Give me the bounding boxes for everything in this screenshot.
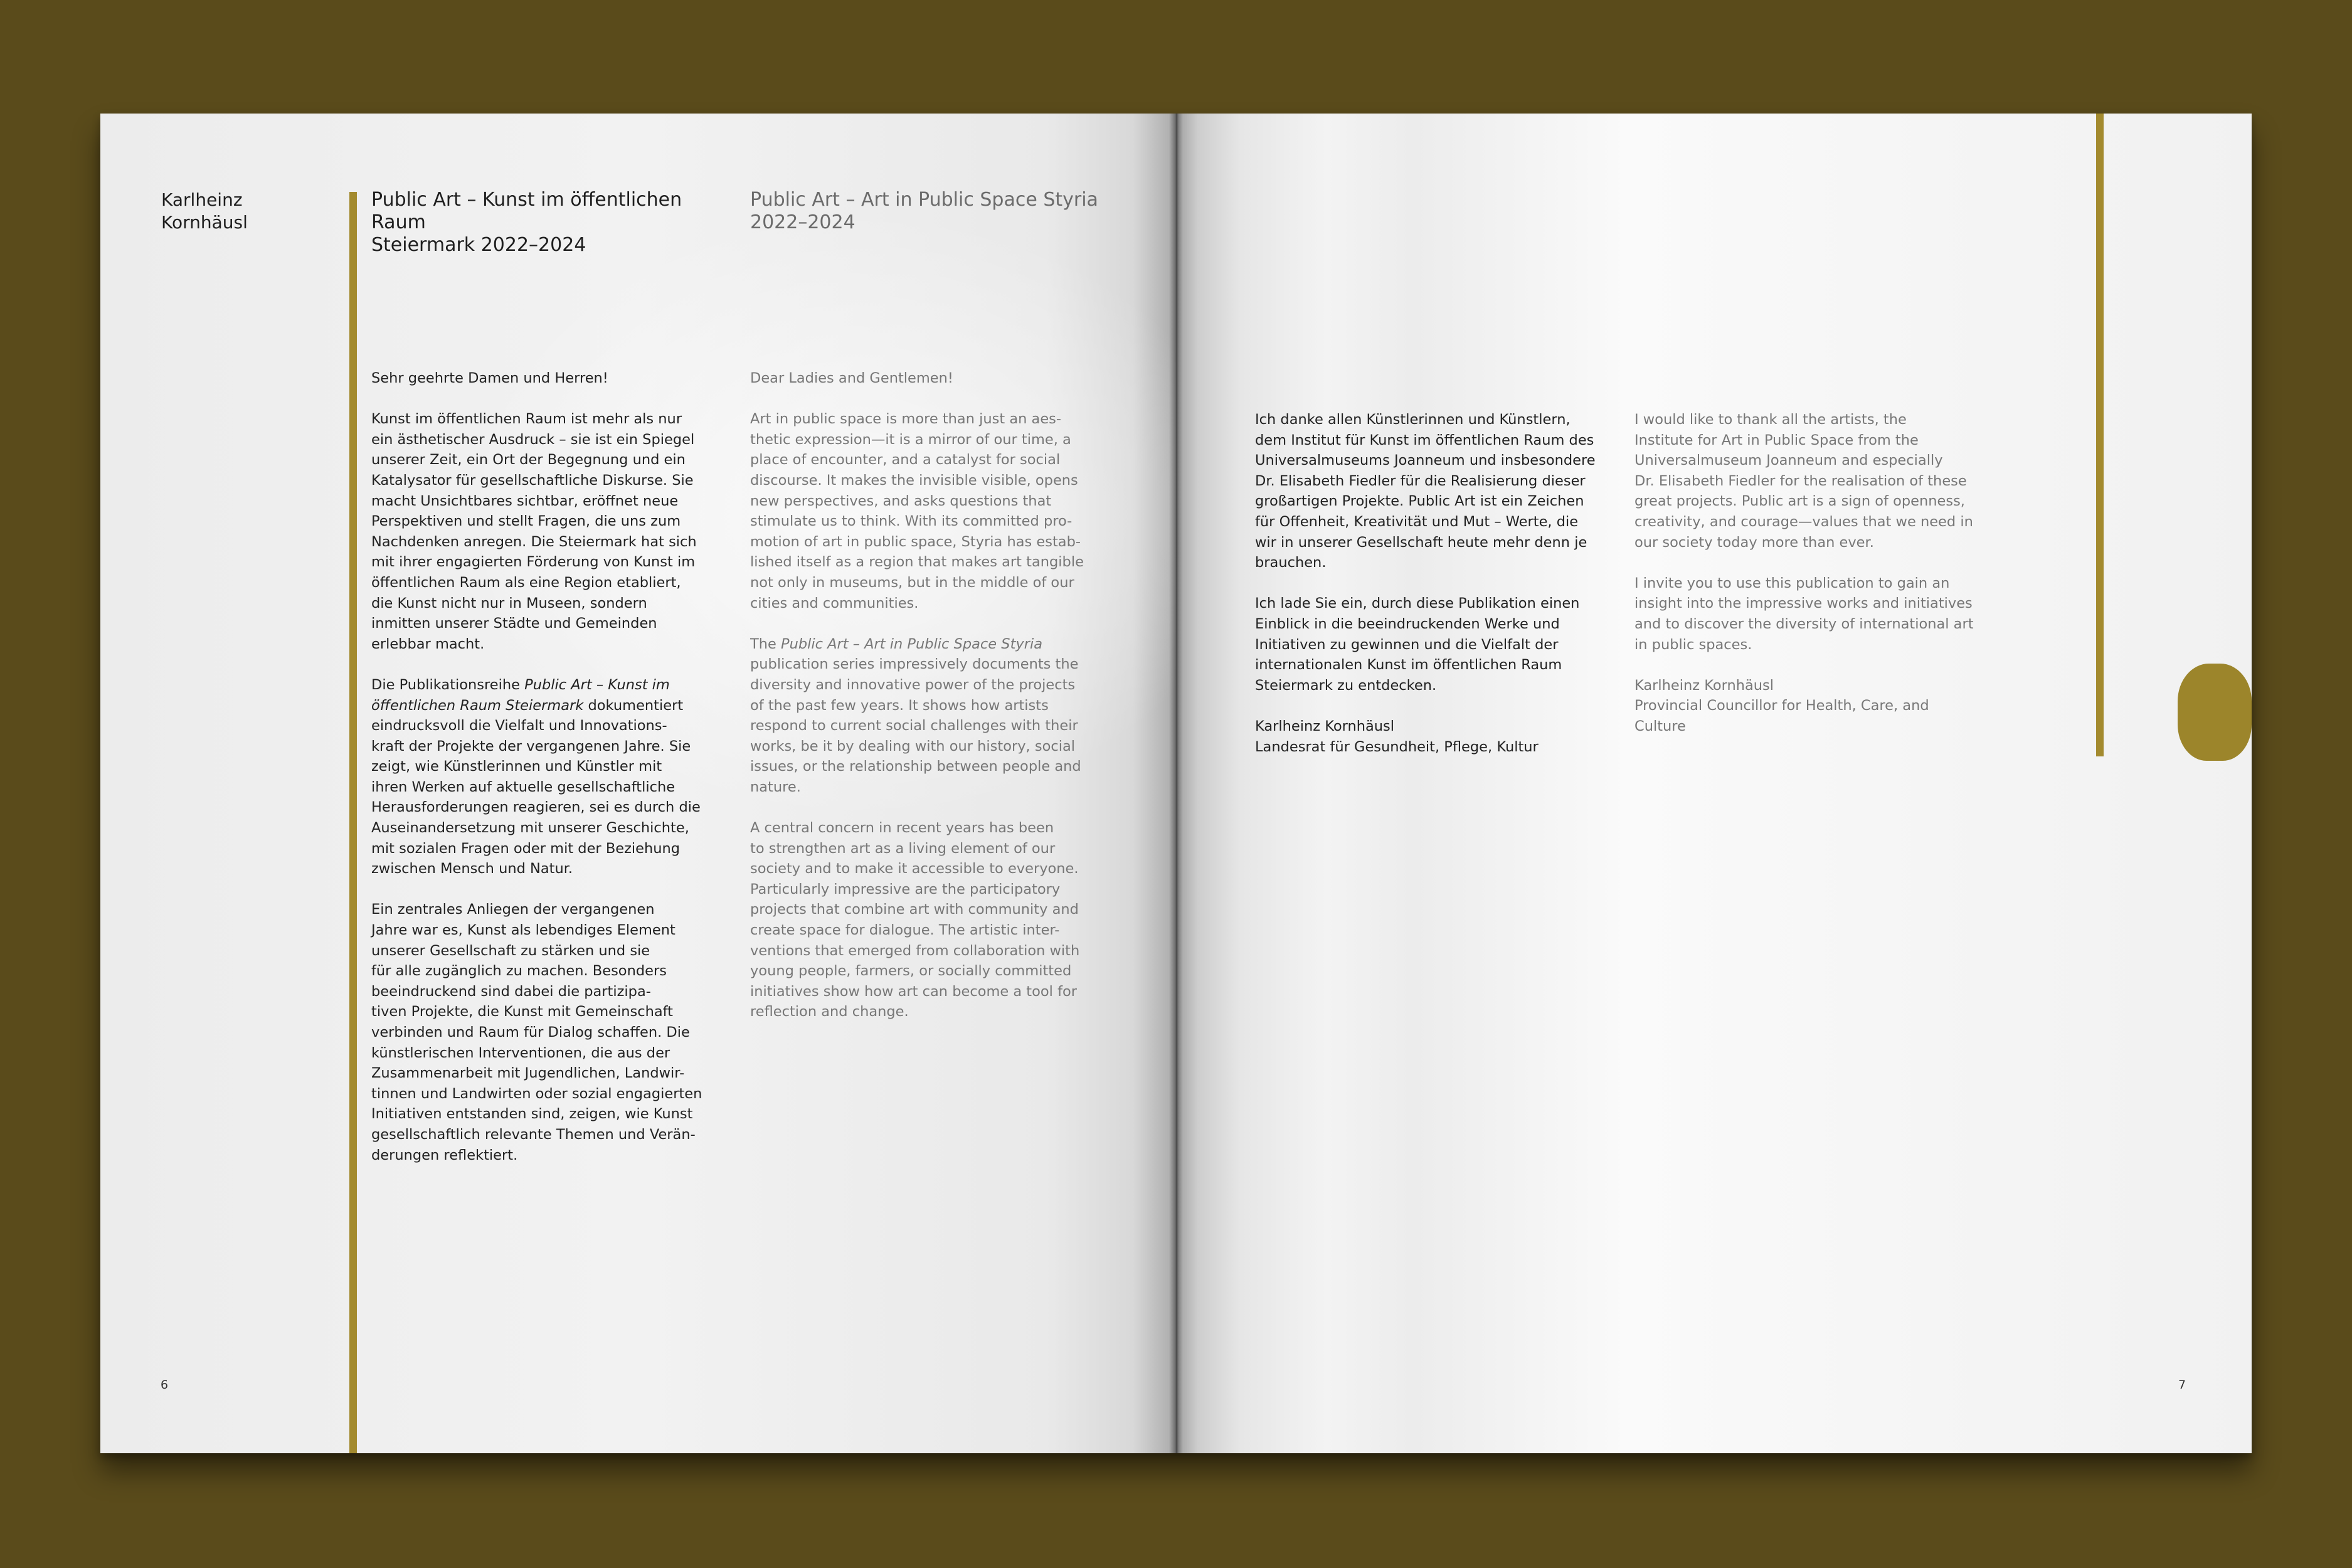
text-line: great projects. Public art is a sign of openness, (1634, 493, 1965, 510)
text-line: of the past few years. It shows how artists (750, 697, 1049, 714)
text-line: wir in unserer Gesellschaft heute mehr denn je (1255, 534, 1587, 551)
text-line: großartigen Projekte. Public Art ist ein Zeichen (1255, 493, 1584, 510)
text-line: tiven Projekte, die Kunst mit Gemeinschaft (371, 1004, 673, 1020)
text-line: Auseinandersetzung mit unserer Geschichte, (371, 820, 689, 837)
text-line: not only in museums, but in the middle of our (750, 574, 1074, 591)
text-line: Nachdenken anregen. Die Steiermark hat sich (371, 533, 697, 550)
text-paragraph (1255, 716, 1619, 757)
text-line: internationalen Kunst im öffentlichen Raum (1255, 657, 1562, 674)
text-line: reflection and change. (750, 1004, 909, 1020)
text-line: discourse. It makes the invisible visible, opens (750, 472, 1078, 489)
text-line: eindrucksvoll die Vielfalt und Innovations- (371, 718, 667, 734)
text-line: Karlheinz Kornhäusl (1255, 718, 1395, 734)
text-line: place of encounter, and a catalyst for social (750, 452, 1061, 469)
text-paragraph (1634, 675, 1998, 737)
text-line: kraft der Projekte der vergangenen Jahre. Sie (371, 738, 691, 755)
page-number: 6 (161, 1378, 169, 1392)
text-line: tinnen und Landwirten oder sozial engagierten (371, 1085, 702, 1102)
text-line: macht Unsichtbares sichtbar, eröffnet neue (371, 492, 679, 509)
text-line: für Offenheit, Kreativität und Mut – Werte, die (1255, 513, 1579, 530)
text-line: stimulate us to think. With its committed pro- (750, 513, 1073, 530)
text-line: Particularly impressive are the participatory (750, 881, 1061, 898)
text-line: brauchen. (1255, 554, 1327, 571)
text-line: Perspektiven und stellt Fragen, die uns zum (371, 513, 681, 530)
text-line: Steiermark zu entdecken. (1255, 677, 1437, 694)
text-line: works, be it by dealing with our history, social (750, 738, 1075, 755)
text-line: diversity and innovative power of the projects (750, 676, 1076, 693)
author-last-name: Kornhäusl (161, 212, 248, 233)
english-text-column (1634, 410, 1998, 757)
text-line: die Kunst nicht nur in Museen, sondern (371, 595, 647, 612)
text-line: Dr. Elisabeth Fiedler for the realisation of these (1634, 472, 1967, 489)
text-paragraph (1634, 410, 1998, 553)
text-line: lished itself as a region that makes art tangible (750, 554, 1084, 571)
title-english-line: 2022–2024 (750, 211, 856, 233)
title-english (750, 189, 1101, 234)
text-line: Ein zentrales Anliegen der vergangenen (371, 901, 655, 918)
text-line: Sehr geehrte Damen und Herren! (371, 370, 608, 386)
text-line: thetic expression—it is a mirror of our time, a (750, 431, 1071, 448)
text-line: Culture (1634, 718, 1686, 734)
text-line: to strengthen art as a living element of our (750, 840, 1056, 857)
text-paragraph (371, 899, 723, 1165)
text-paragraph (750, 368, 1101, 389)
text-line: Die Publikationsreihe Public Art – Kunst im (371, 676, 670, 693)
text-line: in public spaces. (1634, 636, 1752, 653)
text-line: Universalmuseum Joanneum and especially (1634, 452, 1943, 469)
text-line: Einblick in die beeindruckenden Werke und (1255, 615, 1560, 632)
text-line: respond to current social challenges with their (750, 718, 1078, 734)
title-german-line: Steiermark 2022–2024 (371, 234, 586, 256)
gold-vertical-rule (2096, 114, 2104, 756)
text-line: new perspectives, and asks questions that (750, 492, 1052, 509)
gold-vertical-rule (349, 192, 357, 1453)
right-page (1176, 114, 2252, 1453)
text-line: insight into the impressive works and initiatives (1634, 595, 1973, 612)
text-line: Katalysator für gesellschaftliche Diskurse. Sie (371, 472, 694, 489)
text-line: Provincial Councillor for Health, Care, and (1634, 697, 1929, 714)
text-line: Initiativen zu gewinnen und die Vielfalt der (1255, 636, 1559, 653)
text-line: Ich lade Sie ein, durch diese Publikation einen (1255, 595, 1580, 612)
text-line: Institute for Art in Public Space from the (1634, 432, 1919, 448)
text-line: beeindruckend sind dabei die partizipa- (371, 983, 651, 1000)
text-line: our society today more than ever. (1634, 534, 1874, 551)
text-paragraph (1634, 573, 1998, 655)
text-line: young people, farmers, or socially committed (750, 963, 1072, 980)
text-line: verbinden und Raum für Dialog schaffen. Die (371, 1024, 690, 1041)
text-line: Landesrat für Gesundheit, Pflege, Kultur (1255, 738, 1539, 755)
text-line: Initiativen entstanden sind, zeigen, wie Kunst (371, 1106, 693, 1123)
author-first-name: Karlheinz (161, 189, 243, 210)
german-text-column (371, 368, 723, 1186)
text-line: issues, or the relationship between people and (750, 758, 1081, 775)
english-text-column (750, 368, 1101, 1043)
text-line: zwischen Mensch und Natur. (371, 861, 573, 877)
author-name (161, 189, 324, 234)
text-line: initiatives show how art can become a tool for (750, 983, 1078, 1000)
text-line: Zusammenarbeit mit Jugendlichen, Landwir- (371, 1065, 685, 1082)
text-paragraph (750, 409, 1101, 613)
text-line: Universalmuseums Joanneum und insbesondere (1255, 452, 1596, 469)
text-line: mit sozialen Fragen oder mit der Beziehung (371, 840, 681, 857)
text-paragraph (750, 818, 1101, 1022)
text-line: ventions that emerged from collaboration with (750, 942, 1080, 959)
text-line: society and to make it accessible to everyone. (750, 861, 1079, 877)
text-line: cities and communities. (750, 595, 919, 612)
book-gutter (1169, 114, 1183, 1453)
text-line: öffentlichen Raum Steiermark dokumentiert (371, 697, 684, 714)
text-line: Dear Ladies and Gentlemen! (750, 370, 953, 386)
title-german-line: Public Art – Kunst im öffentlichen Raum (371, 189, 682, 233)
text-line: nature. (750, 778, 801, 795)
text-line: inmitten unserer Städte und Gemeinden (371, 615, 657, 632)
text-line: öffentlichen Raum als eine Region etabliert, (371, 574, 681, 591)
gold-tab-marker (2178, 664, 2252, 761)
text-paragraph (371, 675, 723, 879)
text-line: The Public Art – Art in Public Space Styria (750, 635, 1042, 652)
text-line: Kunst im öffentlichen Raum ist mehr als nur (371, 411, 682, 428)
magazine-spread (100, 114, 2252, 1453)
page-number: 7 (2178, 1378, 2186, 1392)
text-line: mit ihrer engagierten Förderung von Kunst im (371, 554, 696, 571)
text-paragraph (750, 634, 1101, 798)
text-paragraph (371, 409, 723, 654)
german-text-column (1255, 410, 1619, 778)
text-line: ihren Werken auf aktuelle gesellschaftliche (371, 778, 675, 795)
text-line: Karlheinz Kornhäusl (1634, 677, 1774, 694)
text-line: Ich danke allen Künstlerinnen und Künstlern, (1255, 411, 1571, 428)
text-line: I invite you to use this publication to gain an (1634, 575, 1950, 591)
text-paragraph (1255, 410, 1619, 573)
text-line: gesellschaftlich relevante Themen und Verän- (371, 1126, 696, 1143)
text-line: ein ästhetischer Ausdruck – sie ist ein Spiegel (371, 431, 695, 448)
text-line: motion of art in public space, Styria has estab- (750, 533, 1081, 550)
title-german (371, 189, 741, 257)
text-line: publication series impressively documents the (750, 656, 1079, 673)
text-line: dem Institut für Kunst im öffentlichen Raum des (1255, 432, 1594, 448)
text-line: für alle zugänglich zu machen. Besonders (371, 963, 667, 980)
text-line: erlebbar macht. (371, 635, 485, 652)
text-line: I would like to thank all the artists, the (1634, 411, 1907, 428)
text-line: projects that combine art with community and (750, 901, 1079, 918)
text-paragraph (371, 368, 723, 389)
text-line: and to discover the diversity of international art (1634, 615, 1974, 632)
left-page (100, 114, 1176, 1453)
text-line: unserer Gesellschaft zu stärken und sie (371, 942, 650, 959)
text-line: unserer Zeit, ein Ort der Begegnung und ein (371, 452, 686, 469)
text-line: zeigt, wie Künstlerinnen und Künstler mit (371, 758, 662, 775)
text-line: creativity, and courage—values that we need in (1634, 513, 1973, 530)
title-english-line: Public Art – Art in Public Space Styria (750, 189, 1098, 211)
text-paragraph (1255, 593, 1619, 696)
text-line: create space for dialogue. The artistic inter- (750, 922, 1060, 939)
text-line: derungen reflektiert. (371, 1147, 518, 1163)
text-line: A central concern in recent years has been (750, 820, 1054, 837)
text-line: Dr. Elisabeth Fiedler für die Realisierung dieser (1255, 472, 1586, 489)
text-line: Herausforderungen reagieren, sei es durch die (371, 799, 701, 816)
text-line: künstlerischen Interventionen, die aus der (371, 1044, 670, 1061)
text-line: Jahre war es, Kunst als lebendiges Element (371, 922, 675, 939)
text-line: Art in public space is more than just an aes- (750, 411, 1062, 428)
